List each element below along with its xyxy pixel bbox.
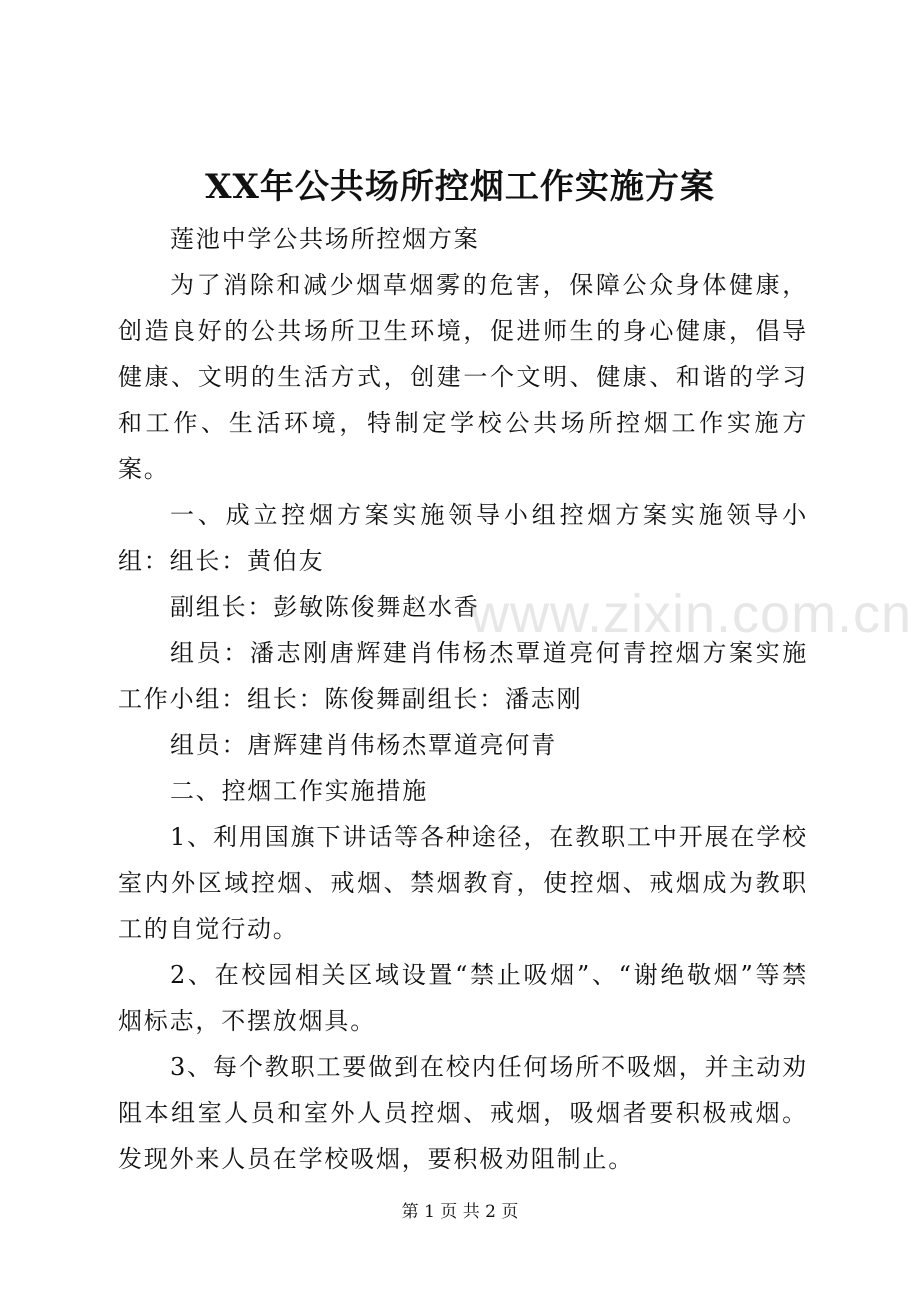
document-title: XX年公共场所控烟工作实施方案 [205, 167, 715, 207]
section-two-heading: 二、控烟工作实施措施 [170, 777, 428, 805]
measure-1: 1、利用国旗下讲话等各种途径，在教职工中开展在学校室内外区域控烟、戒烟、禁烟教育，使控烟、戒烟成为教职工的自觉行动。 [118, 823, 808, 943]
page-footer: 第 1 页 共 2 页 [401, 1202, 519, 1222]
watermark: www.zixin.com.cn [470, 584, 913, 644]
document-body [118, 216, 808, 1182]
work-group-members: 组员：潘志刚唐辉建肖伟杨杰覃道亮何青控烟方案实施工作小组：组长：陈俊舞副组长：潘志刚 [118, 639, 808, 713]
section-one-leadership: 一、成立控烟方案实施领导小组控烟方案实施领导小组：组长：黄伯友 [118, 501, 808, 575]
school-plan-heading: 莲池中学公共场所控烟方案 [170, 225, 480, 253]
measure-2: 2、在校园相关区域设置“禁止吸烟”、“谢绝敬烟”等禁烟标志，不摆放烟具。 [118, 961, 808, 1035]
work-group-staff: 组员：唐辉建肖伟杨杰覃道亮何青 [170, 731, 557, 759]
deputy-leaders: 副组长：彭敏陈俊舞赵水香 [170, 593, 480, 621]
measure-3: 3、每个教职工要做到在校内任何场所不吸烟，并主动劝阻本组室人员和室外人员控烟、戒烟，吸烟者要积极戒烟。发现外来人员在学校吸烟，要积极劝阻制止。 [118, 1053, 808, 1173]
intro-paragraph: 为了消除和减少烟草烟雾的危害，保障公众身体健康，创造良好的公共场所卫生环境，促进师生的身心健康，倡导健康、文明的生活方式，创建一个文明、健康、和谐的学习和工作、生活环境，特制定学校公共场所控烟工作实施方案。 [118, 271, 808, 483]
